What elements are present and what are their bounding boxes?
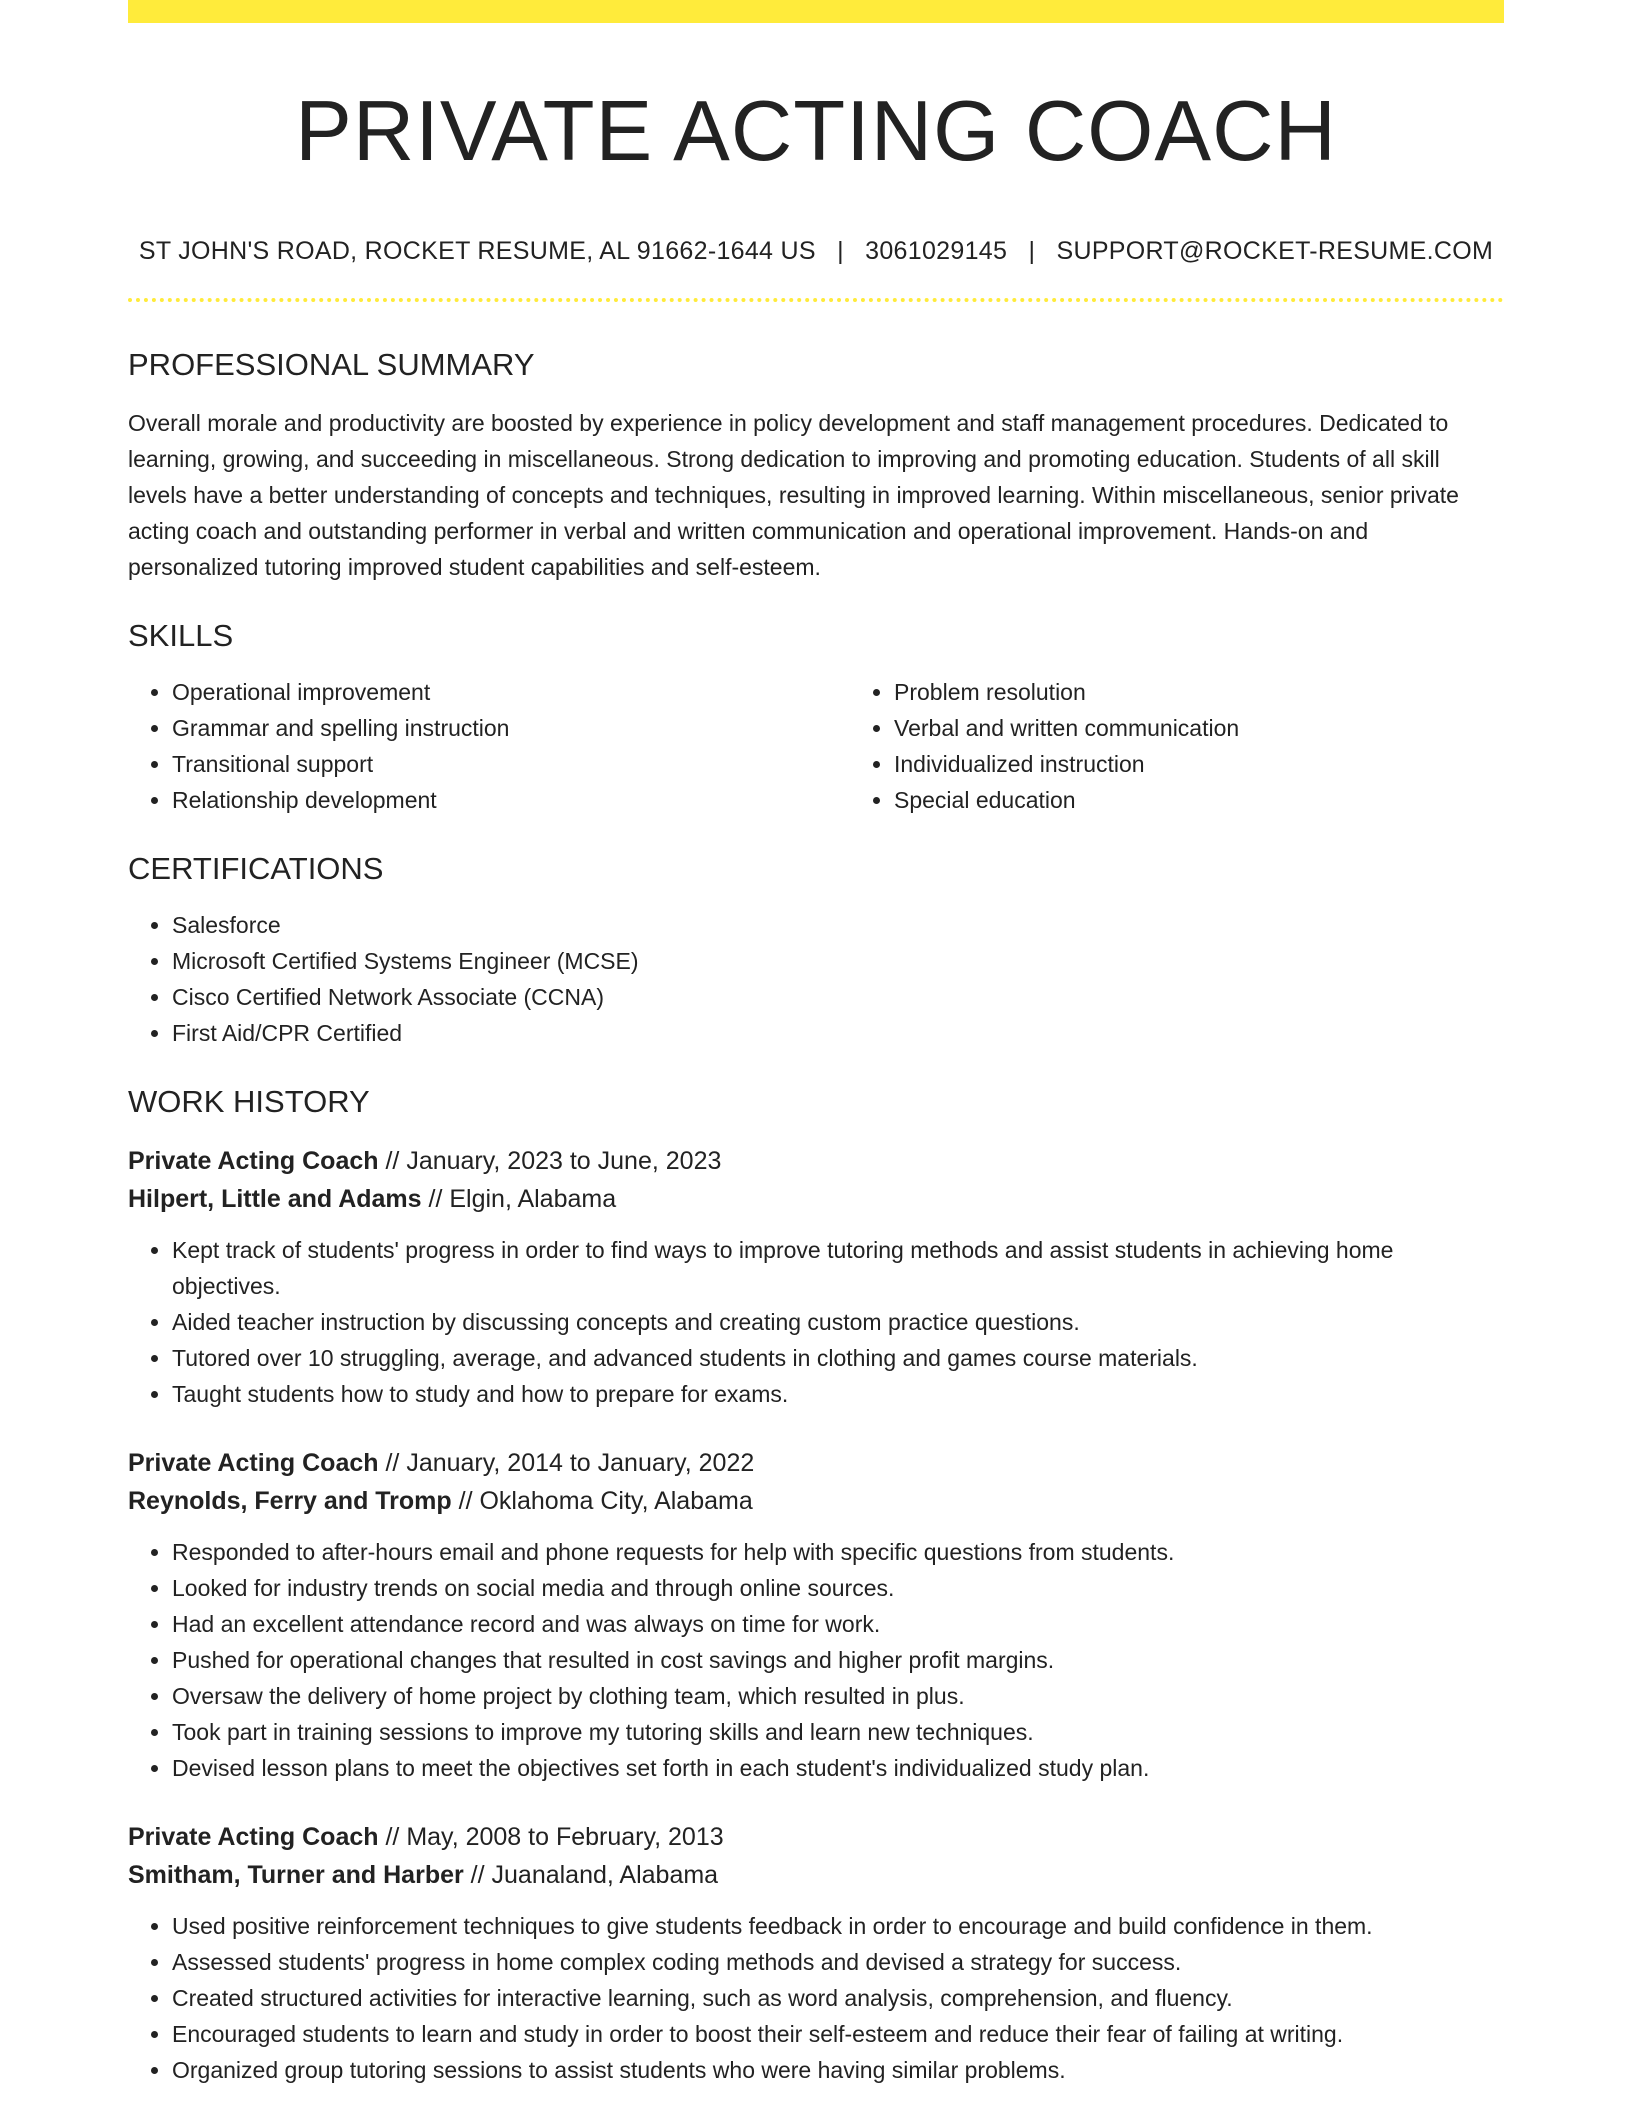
contact-phone: 3061029145 [865, 236, 1008, 265]
job-bullet: • Looked for industry trends on social media and through online sources. [172, 1570, 1504, 1606]
work-history-heading: WORK HISTORY [128, 1084, 370, 1120]
skill-item: • Transitional support [172, 746, 850, 782]
job-dates: // January, 2014 to January, 2022 [385, 1449, 755, 1478]
job-entry [128, 1142, 1504, 1412]
certification-item: • Microsoft Certified Systems Engineer (MCSE) [172, 943, 1504, 979]
certification-item: • Cisco Certified Network Associate (CCNA) [172, 979, 1504, 1015]
job-bullet: • Pushed for operational changes that resulted in cost savings and higher profit margins. [172, 1642, 1504, 1678]
job-location: // Juanaland, Alabama [470, 1861, 719, 1890]
skill-item: • Relationship development [172, 782, 850, 818]
job-bullet: • Took part in training sessions to improve my tutoring skills and learn new techniques. [172, 1714, 1504, 1750]
job-bullet: • Responded to after-hours email and phone requests for help with specific questions from students. [172, 1534, 1504, 1570]
job-bullets [128, 1534, 1504, 1786]
job-bullet: • Kept track of students' progress in order to find ways to improve tutoring methods and assist students in achieving home objectives. [172, 1232, 1504, 1304]
job-title-line [128, 1142, 1504, 1180]
job-company: Hilpert, Little and Adams [128, 1185, 422, 1214]
job-company: Reynolds, Ferry and Tromp [128, 1487, 452, 1516]
job-location: // Elgin, Alabama [428, 1185, 617, 1214]
certification-item: • First Aid/CPR Certified [172, 1015, 1504, 1051]
job-entry [128, 1444, 1504, 1786]
job-bullets [128, 1908, 1504, 2088]
certification-item: • Salesforce [172, 907, 1504, 943]
contact-address: ST JOHN'S ROAD, ROCKET RESUME, AL 91662-1644 US [138, 236, 816, 265]
contact-separator: | [837, 236, 844, 265]
job-company-line [128, 1856, 1504, 1894]
certifications-list [128, 907, 1504, 1051]
job-company-line [128, 1180, 1504, 1218]
job-company-line [128, 1482, 1504, 1520]
skill-item: • Verbal and written communication [894, 710, 1572, 746]
job-bullet: • Aided teacher instruction by discussing concepts and creating custom practice questions. [172, 1304, 1504, 1340]
job-entry [128, 1818, 1504, 2088]
header-divider [128, 298, 1504, 302]
accent-top-bar [128, 0, 1504, 23]
skill-item: • Grammar and spelling instruction [172, 710, 850, 746]
job-bullet: • Used positive reinforcement techniques to give students feedback in order to encourage and build confidence in them. [172, 1908, 1504, 1944]
job-bullet: • Tutored over 10 struggling, average, and advanced students in clothing and games course materials. [172, 1340, 1504, 1376]
skills-heading: SKILLS [128, 617, 234, 653]
skill-item: • Individualized instruction [894, 746, 1572, 782]
job-bullets [128, 1232, 1504, 1412]
contact-line [128, 237, 1504, 266]
job-dates: // January, 2023 to June, 2023 [385, 1147, 722, 1176]
skill-item: • Operational improvement [172, 674, 850, 710]
skills-list [128, 674, 1504, 818]
job-bullet: • Oversaw the delivery of home project by clothing team, which resulted in plus. [172, 1678, 1504, 1714]
job-company: Smitham, Turner and Harber [128, 1861, 464, 1890]
resume-page [128, 0, 1504, 2088]
job-dates: // May, 2008 to February, 2013 [385, 1823, 724, 1852]
job-bullet: • Taught students how to study and how to prepare for exams. [172, 1376, 1504, 1412]
job-bullet: • Devised lesson plans to meet the objectives set forth in each student's individualized study plan. [172, 1750, 1504, 1786]
job-bullet: • Assessed students' progress in home complex coding methods and devised a strategy for success. [172, 1944, 1504, 1980]
candidate-name: PRIVATE ACTING COACH [295, 84, 1337, 179]
summary-heading: PROFESSIONAL SUMMARY [128, 346, 535, 382]
contact-email: SUPPORT@ROCKET-RESUME.COM [1056, 236, 1494, 265]
contact-separator: | [1028, 236, 1036, 265]
skills-column-left [128, 674, 850, 818]
certifications-heading: CERTIFICATIONS [128, 850, 384, 886]
job-bullet: • Had an excellent attendance record and was always on time for work. [172, 1606, 1504, 1642]
job-role: Private Acting Coach [128, 1449, 379, 1478]
summary-text: Overall morale and productivity are boosted by experience in policy development and staff management procedures. Dedicated to learning, growing, and succeeding in miscellaneous. Strong dedication to improving and promoting education. Students of all skill levels have a better understanding of concepts and techniques, resulting in improved learning. Within miscellaneous, senior private acting coach and outstanding performer in verbal and written communication and operational improvement. Hands-on and personalized tutoring improved student capabilities and self-esteem. [128, 409, 1459, 580]
skill-item: • Problem resolution [894, 674, 1572, 710]
skill-item: • Special education [894, 782, 1572, 818]
job-title-line [128, 1444, 1504, 1482]
job-bullet: • Encouraged students to learn and study in order to boost their self-esteem and reduce their fear of failing at writing. [172, 2016, 1504, 2052]
skills-column-right [850, 674, 1572, 818]
job-role: Private Acting Coach [128, 1823, 379, 1852]
job-bullet: • Organized group tutoring sessions to assist students who were having similar problems. [172, 2052, 1504, 2088]
job-bullet: • Created structured activities for interactive learning, such as word analysis, comprehension, and fluency. [172, 1980, 1504, 2016]
job-location: // Oklahoma City, Alabama [458, 1487, 753, 1516]
job-title-line [128, 1818, 1504, 1856]
job-role: Private Acting Coach [128, 1147, 379, 1176]
